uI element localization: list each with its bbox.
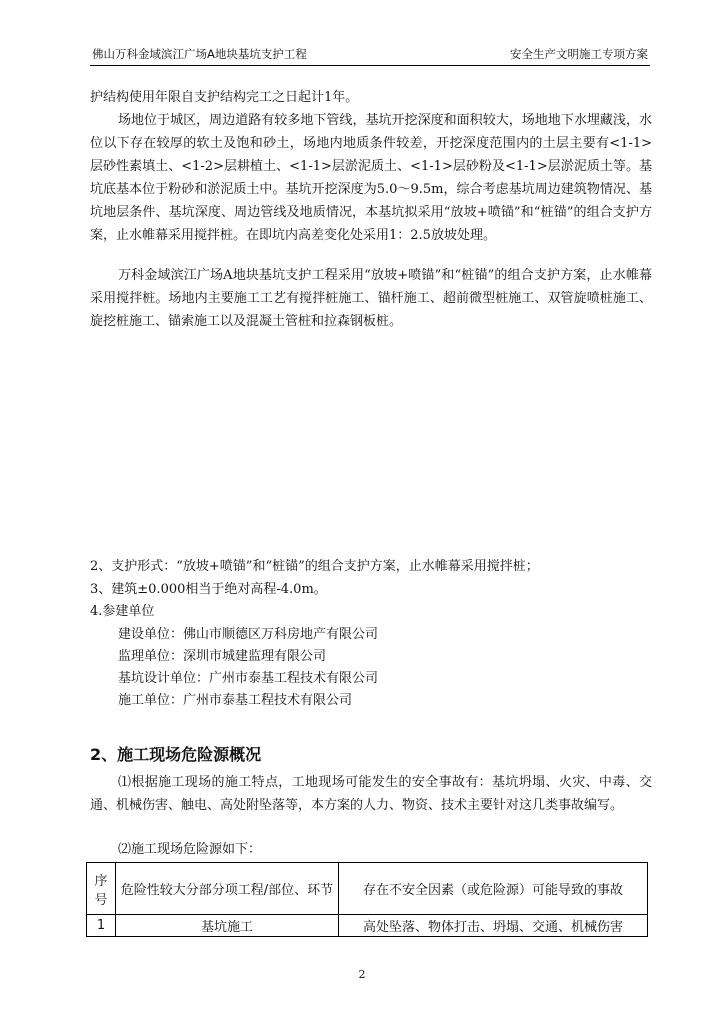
page-header: [90, 43, 650, 66]
cell-index: 1: [87, 915, 116, 937]
header-work-item: 危险性较大分部分项工程/部位、环节: [116, 863, 339, 915]
unit-supervisor: 监理单位：深圳市城建监理有限公司: [118, 649, 327, 664]
paragraph-hazard-list-intro: ⑵施工现场危险源如下：: [118, 842, 262, 857]
header-document-title: 安全生产文明施工专项方案: [510, 47, 648, 61]
list-item-elevation: 3、建筑±0.000相当于绝对高程-4.0m。: [90, 582, 327, 597]
list-item-support-form: 2、支护形式：“放坡+喷锚”和“桩锚”的组合支护方案，止水帷幕采用搅拌桩；: [90, 559, 539, 574]
table-header-row: [87, 863, 648, 915]
unit-owner: 建设单位：佛山市顺德区万科房地产有限公司: [118, 627, 379, 642]
unit-designer: 基坑设计单位：广州市泰基工程技术有限公司: [118, 671, 379, 686]
cell-hazard: 高处坠落、物体打击、坍塌、交通、机械伤害: [339, 915, 648, 937]
page-number: 2: [358, 968, 366, 981]
paragraph-intro: 护结构使用年限自支护结构完工之日起计1年。: [90, 90, 359, 105]
header-index: 序号: [87, 863, 116, 915]
paragraph-site-conditions: 场地位于城区，周边道路有较多地下管线，基坑开挖深度和面积较大，场地地下水埋藏浅，水位以下存在较厚的软土及饱和砂土，场地内地质条件较差，开挖深度范围内的土层主要有<1-1>层砂性素填土、<1-2>层耕植土、<1-1>层淤泥质土、<1-1>层砂粉及<1-1>层淤泥质土等。基坑底基本位于粉砂和淤泥质土中。基坑开挖深度为5.0～9.5m，综合考虑基坑周边建筑物情况、基坑地层条件、基坑深度、周边管线及地质情况，本基坑拟采用“放坡+喷锚”和“桩锚”的组合支护方案，止水帷幕采用搅拌桩。在即坑内高差变化处采用1：2.5放坡处理。: [90, 113, 652, 243]
paragraph-hazards: ⑴根据施工现场的施工特点，工地现场可能发生的安全事故有：基坑坍塌、火灾、中毒、交通、机械伤害、触电、高处附坠落等，本方案的人力、物资、技术主要针对这几类事故编写。: [90, 775, 652, 813]
header-hazard: 存在不安全因素（或危险源）可能导致的事故: [339, 863, 648, 915]
list-item-participants: 4.参建单位: [90, 604, 155, 619]
section-title: 2、施工现场危险源概况: [90, 745, 262, 764]
cell-work-item: 基坑施工: [116, 915, 339, 937]
header-project-title: 佛山万科金域滨江广场A地块基坑支护工程: [92, 47, 307, 61]
paragraph-construction-process: 万科金域滨江广场A地块基坑支护工程采用“放坡+喷锚”和“桩锚”的组合支护方案，止水帷幕采用搅拌桩。场地内主要施工工艺有搅拌桩施工、锚杆施工、超前微型桩施工、双管旋喷桩施工、旋挖桩施工、锚索施工以及混凝土管桩和拉森钢板桩。: [90, 268, 652, 329]
unit-contractor: 施工单位：广州市泰基工程技术有限公司: [118, 693, 353, 708]
hazard-table: [86, 862, 648, 937]
table-row: [87, 915, 648, 937]
